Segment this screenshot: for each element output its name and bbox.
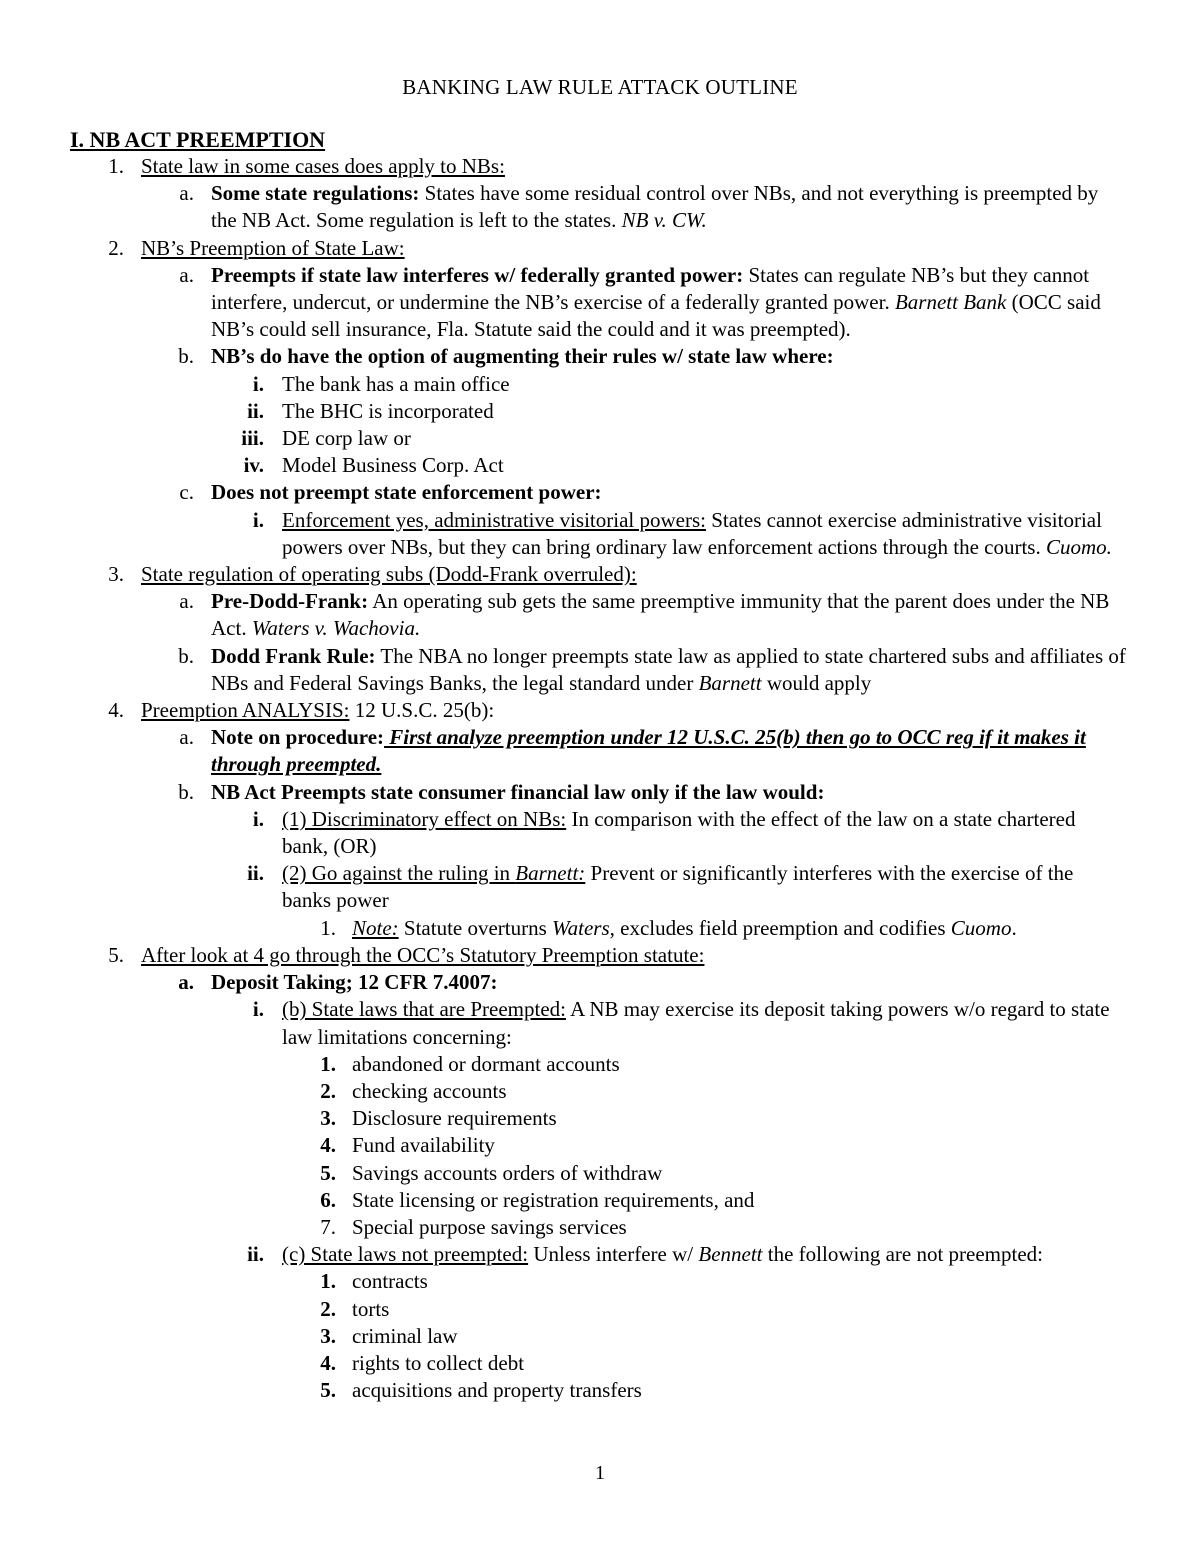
item-heading: NB’s do have the option of augmenting their rules w/ state law where: bbox=[211, 344, 834, 369]
list-item bbox=[0, 1078, 1200, 1105]
item-text: 12 U.S.C. 25(b): bbox=[349, 698, 495, 723]
item-roman: ii. bbox=[247, 398, 264, 423]
case-citation: Barnett: bbox=[515, 861, 586, 886]
list-item bbox=[0, 1187, 1200, 1214]
item-number: 2. bbox=[320, 1296, 336, 1321]
outline-item-4a bbox=[0, 724, 1200, 778]
case-citation: Barnett bbox=[698, 670, 762, 695]
item-number: 2. bbox=[320, 1078, 336, 1103]
list-item bbox=[0, 1323, 1200, 1350]
list-item bbox=[0, 1105, 1200, 1132]
item-text: The bank has a main office bbox=[282, 371, 510, 396]
list-item bbox=[0, 1268, 1200, 1295]
item-heading: (2) Go against the ruling in bbox=[282, 861, 516, 886]
procedure-note: First analyze preemption under 12 U.S.C. 25(b) then go to OCC reg if it makes it through preempted. bbox=[211, 725, 1086, 777]
item-text-cont: the following are not preempted: bbox=[762, 1242, 1044, 1267]
item-text: Unless interfere w/ bbox=[528, 1242, 699, 1267]
item-heading: Enforcement yes, administrative visitorial powers: bbox=[282, 507, 706, 532]
item-number: 3. bbox=[320, 1106, 336, 1131]
item-heading: Note on procedure: bbox=[211, 725, 385, 750]
item-text: Fund availability bbox=[352, 1133, 495, 1158]
item-letter: b. bbox=[178, 344, 194, 369]
outline-item-5 bbox=[0, 942, 1200, 969]
item-heading: Dodd Frank Rule: bbox=[211, 643, 376, 668]
document-title: BANKING LAW RULE ATTACK OUTLINE bbox=[402, 75, 798, 99]
item-text: States can regulate NB’s but they cannot interfere, undercut, or undermine the NB’s exercise of a federally granted power. bbox=[211, 262, 1090, 315]
item-number: 2. bbox=[108, 235, 124, 260]
item-text: State licensing or registration requirements, and bbox=[352, 1187, 755, 1212]
outline-item-1a bbox=[0, 180, 1200, 234]
item-heading: Some state regulations: bbox=[211, 181, 420, 206]
item-letter: b. bbox=[178, 643, 194, 668]
outline-item-4b-ii-1 bbox=[0, 915, 1200, 942]
item-text: States cannot exercise administrative visitorial powers over NBs, but they can bring ordinary law enforcement actions through the courts. bbox=[282, 507, 1102, 559]
item-number: 5. bbox=[108, 942, 124, 967]
item-letter: c. bbox=[179, 480, 194, 505]
item-text: Prevent or significantly interferes with the exercise of the banks power bbox=[282, 861, 1074, 913]
outline-item-2b-i bbox=[0, 371, 1200, 398]
item-roman: i. bbox=[252, 997, 264, 1022]
outline-item-5a-ii bbox=[0, 1241, 1200, 1268]
outline-body bbox=[0, 153, 1200, 1404]
item-number: 5. bbox=[320, 1160, 336, 1185]
item-number: 1. bbox=[320, 915, 336, 940]
outline-item-3 bbox=[0, 561, 1200, 588]
outline-item-2b-ii bbox=[0, 398, 1200, 425]
case-citation: Barnett Bank bbox=[894, 290, 1007, 315]
item-text: Savings accounts orders of withdraw bbox=[352, 1160, 663, 1185]
list-item bbox=[0, 1160, 1200, 1187]
item-letter: a. bbox=[179, 262, 194, 287]
item-heading: NB’s Preemption of State Law: bbox=[141, 235, 405, 260]
case-citation: Waters v. Wachovia. bbox=[251, 616, 421, 641]
item-roman: ii. bbox=[247, 861, 264, 886]
item-heading: Does not preempt state enforcement power: bbox=[211, 480, 602, 505]
item-text: abandoned or dormant accounts bbox=[352, 1051, 620, 1076]
item-text: Disclosure requirements bbox=[352, 1106, 557, 1131]
item-text-cont: , excludes field preemption and codifies bbox=[609, 915, 951, 940]
item-heading: Deposit Taking; 12 CFR 7.4007: bbox=[211, 970, 498, 995]
outline-item-4b bbox=[0, 779, 1200, 806]
item-text: In comparison with the effect of the law on a state chartered bank, (OR) bbox=[282, 806, 1076, 859]
outline-item-4b-ii bbox=[0, 860, 1200, 914]
item-number: 3. bbox=[108, 562, 124, 587]
item-roman: iii. bbox=[241, 426, 264, 451]
list-item bbox=[0, 1350, 1200, 1377]
section-heading: I. NB ACT PREEMPTION bbox=[70, 127, 326, 152]
case-citation: Cuomo. bbox=[1045, 534, 1112, 559]
case-citation: Waters bbox=[552, 915, 610, 940]
item-text: criminal law bbox=[352, 1323, 458, 1348]
item-text: Model Business Corp. Act bbox=[282, 453, 504, 478]
item-text: Statute overturns bbox=[398, 915, 553, 940]
item-number: 7. bbox=[320, 1214, 336, 1239]
item-text: A NB may exercise its deposit taking powers w/o regard to state law limitations concerning: bbox=[282, 997, 1110, 1049]
item-number: 1. bbox=[320, 1269, 336, 1294]
item-number: 1. bbox=[108, 154, 124, 178]
item-letter: a. bbox=[179, 725, 194, 750]
item-letter: a. bbox=[179, 181, 194, 206]
outline-item-2b-iv bbox=[0, 452, 1200, 479]
item-number: 3. bbox=[320, 1323, 336, 1348]
item-heading: State law in some cases does apply to NBs: bbox=[141, 154, 505, 178]
item-heading: Preempts if state law interferes w/ federally granted power: bbox=[211, 262, 744, 287]
item-letter: a. bbox=[179, 589, 194, 614]
item-text: States have some residual control over NBs, and not everything is preempted by the NB Act. Some regulation is left to the states. bbox=[211, 181, 1099, 233]
outline-item-2b bbox=[0, 343, 1200, 370]
item-number: 5. bbox=[320, 1378, 336, 1403]
item-number: 4. bbox=[320, 1133, 336, 1158]
page-number: 1 bbox=[595, 1462, 605, 1484]
item-heading: (c) State laws not preempted: bbox=[282, 1242, 529, 1267]
item-letter: b. bbox=[178, 779, 194, 804]
outline-item-5a-i bbox=[0, 996, 1200, 1050]
outline-item-1 bbox=[0, 153, 1200, 180]
item-heading: Preemption ANALYSIS: bbox=[141, 698, 350, 723]
item-heading: After look at 4 go through the OCC’s Statutory Preemption statute: bbox=[141, 942, 705, 967]
item-number: 1. bbox=[320, 1051, 336, 1076]
item-roman: i. bbox=[252, 371, 264, 396]
outline-item-3a bbox=[0, 588, 1200, 642]
item-text-cont: would apply bbox=[761, 670, 872, 695]
item-heading: (b) State laws that are Preempted: bbox=[282, 997, 566, 1022]
outline-item-4 bbox=[0, 697, 1200, 724]
note-label: Note: bbox=[352, 915, 399, 940]
item-text: contracts bbox=[352, 1269, 428, 1294]
item-roman: i. bbox=[252, 507, 264, 532]
outline-item-3b bbox=[0, 643, 1200, 697]
item-text: checking accounts bbox=[352, 1078, 507, 1103]
outline-item-2c bbox=[0, 479, 1200, 506]
outline-item-2a bbox=[0, 262, 1200, 344]
item-roman: ii. bbox=[247, 1242, 264, 1267]
list-item bbox=[0, 1296, 1200, 1323]
item-heading: NB Act Preempts state consumer financial law only if the law would: bbox=[211, 779, 825, 804]
item-number: 4. bbox=[320, 1350, 336, 1375]
outline-item-2 bbox=[0, 235, 1200, 262]
item-number: 4. bbox=[108, 698, 124, 723]
outline-item-4b-i bbox=[0, 806, 1200, 860]
list-item bbox=[0, 1132, 1200, 1159]
item-roman: i. bbox=[252, 806, 264, 831]
item-text: An operating sub gets the same preemptive immunity that the parent does under the NB Act. bbox=[211, 589, 1110, 641]
item-text: acquisitions and property transfers bbox=[352, 1378, 642, 1403]
case-citation: NB v. CW. bbox=[621, 208, 707, 233]
case-citation-2: Cuomo bbox=[950, 915, 1012, 940]
item-heading: Pre-Dodd-Frank: bbox=[211, 589, 369, 614]
item-text: torts bbox=[352, 1296, 390, 1321]
item-text: Special purpose savings services bbox=[352, 1214, 627, 1239]
item-text: DE corp law or bbox=[282, 426, 411, 451]
item-roman: iv. bbox=[243, 453, 264, 478]
item-text-end: . bbox=[1011, 915, 1017, 940]
outline-item-2b-iii bbox=[0, 425, 1200, 452]
list-item bbox=[0, 1214, 1200, 1241]
item-text-cont: (OCC said NB’s could sell insurance, Fla. Statute said the could and it was preempted). bbox=[211, 290, 1101, 342]
item-text: The BHC is incorporated bbox=[282, 398, 494, 423]
outline-item-2c-i bbox=[0, 507, 1200, 561]
case-citation: Bennett bbox=[698, 1242, 763, 1267]
item-heading: (1) Discriminatory effect on NBs: bbox=[282, 806, 567, 831]
item-text: The NBA no longer preempts state law as applied to state chartered subs and affiliates of NBs and Federal Savings Banks, the legal standard under bbox=[211, 643, 1126, 695]
item-text: rights to collect debt bbox=[352, 1350, 525, 1375]
list-item bbox=[0, 1377, 1200, 1404]
list-item bbox=[0, 1051, 1200, 1078]
item-letter: a. bbox=[178, 970, 194, 995]
item-heading: State regulation of operating subs (Dodd-Frank overruled): bbox=[141, 562, 637, 587]
item-number: 6. bbox=[320, 1187, 336, 1212]
outline-item-5a bbox=[0, 969, 1200, 996]
